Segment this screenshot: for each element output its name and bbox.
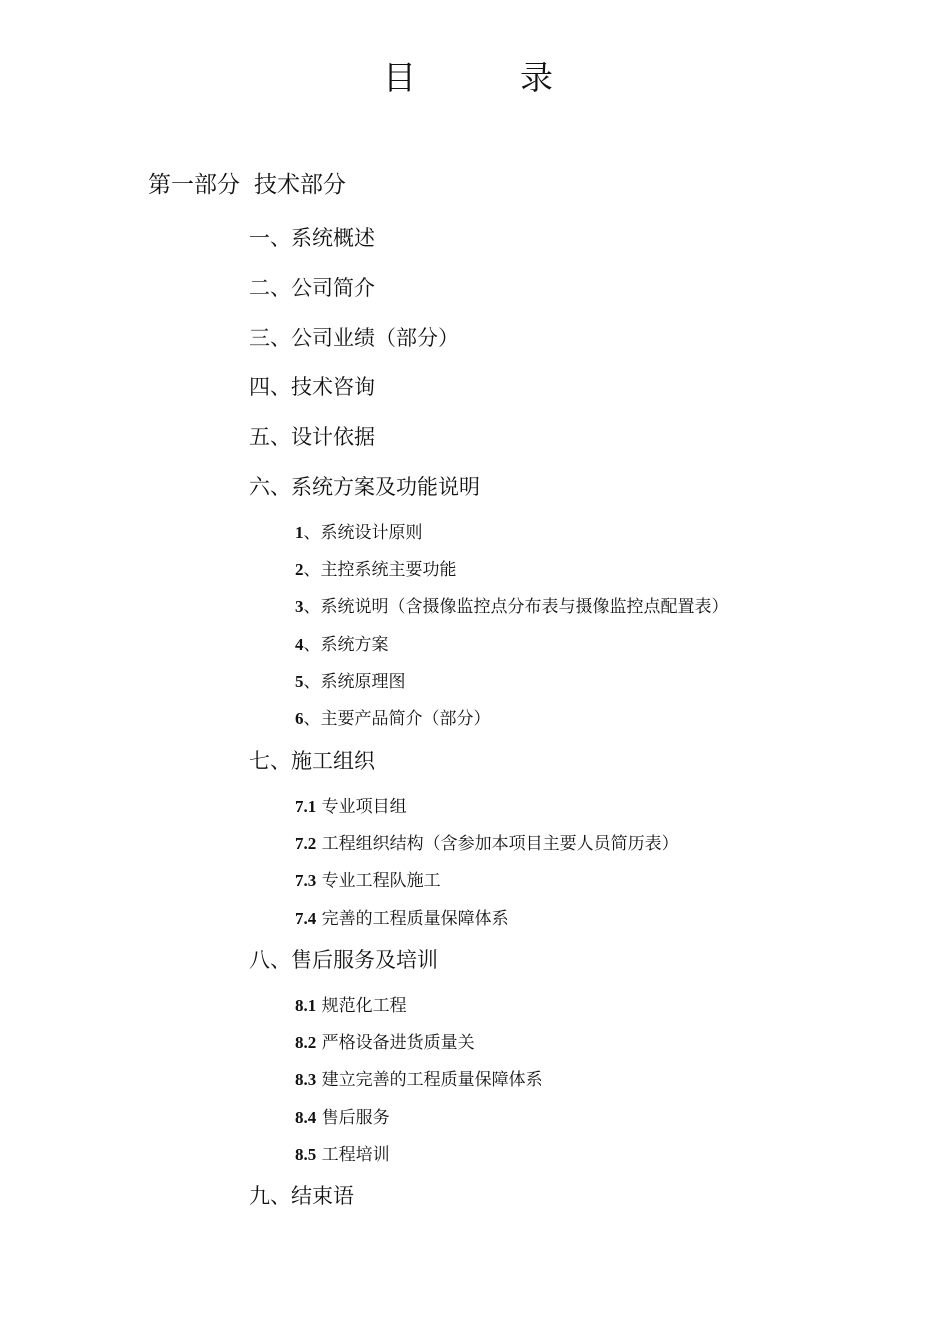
- subsection-number: 4: [295, 635, 304, 654]
- subsection-title: 工程组织结构（含参加本项目主要人员简历表）: [321, 834, 679, 854]
- subsection-title: 严格设备进货质量关: [321, 1033, 475, 1053]
- title-char-2: 录: [520, 58, 553, 97]
- subsection-title: 完善的工程质量保障体系: [321, 909, 509, 929]
- subsection-title: 建立完善的工程质量保障体系: [321, 1070, 543, 1090]
- subsection-title: 工程培训: [321, 1145, 390, 1165]
- toc-section-6: 六、系统方案及功能说明: [249, 475, 480, 499]
- subsection-number: 6: [295, 709, 304, 728]
- subsection-number: 8.1: [295, 996, 317, 1015]
- subsection-title: 、系统说明（含摄像监控点分布表与摄像监控点配置表）: [303, 597, 729, 617]
- subsection-number: 7.4: [295, 909, 317, 928]
- toc-section-3: 三、公司业绩（部分）: [249, 326, 459, 350]
- toc-section-5: 五、设计依据: [249, 425, 375, 449]
- subsection-number: 2: [295, 560, 304, 579]
- subsection-number: 3: [295, 597, 304, 616]
- toc-subsection-6-3: [295, 595, 729, 619]
- subsection-title: 、系统方案: [303, 635, 389, 655]
- toc-subsection-8-4: [295, 1106, 390, 1130]
- toc-subsection-8-5: [295, 1143, 390, 1167]
- toc-subsection-7-1: [295, 795, 407, 819]
- subsection-number: 7.1: [295, 797, 317, 816]
- subsection-number: 8.4: [295, 1108, 317, 1127]
- subsection-title: 专业项目组: [321, 797, 407, 817]
- toc-section-4: 四、技术咨询: [249, 375, 375, 399]
- toc-subsection-6-2: [295, 558, 457, 582]
- toc-subsection-6-4: [295, 633, 389, 657]
- subsection-title: 、主要产品简介（部分）: [303, 709, 491, 729]
- subsection-number: 7.2: [295, 834, 317, 853]
- toc-subsection-6-1: [295, 521, 423, 545]
- toc-subsection-6-5: [295, 670, 406, 694]
- toc-section-8: 八、售后服务及培训: [249, 948, 438, 972]
- part-name: 技术部分: [254, 172, 346, 198]
- toc-subsection-6-6: [295, 707, 491, 731]
- subsection-title: 、系统原理图: [303, 672, 406, 692]
- toc-section-9: 九、结束语: [249, 1184, 354, 1208]
- subsection-number: 8.5: [295, 1145, 317, 1164]
- toc-subsection-7-2: [295, 832, 679, 856]
- toc-subsection-7-4: [295, 907, 509, 931]
- toc-subsection-7-3: [295, 869, 441, 893]
- toc-section-7: 七、施工组织: [249, 749, 375, 773]
- toc-subsection-8-3: [295, 1068, 543, 1092]
- subsection-title: 售后服务: [321, 1108, 390, 1128]
- toc-subsection-8-1: [295, 994, 407, 1018]
- subsection-number: 8.2: [295, 1033, 317, 1052]
- subsection-number: 7.3: [295, 871, 317, 890]
- toc-subsection-8-2: [295, 1031, 475, 1055]
- part-prefix: 第一部分: [148, 172, 240, 198]
- subsection-title: 规范化工程: [321, 996, 407, 1016]
- toc-section-1: 一、系统概述: [249, 226, 375, 250]
- subsection-number: 5: [295, 672, 304, 691]
- toc-section-2: 二、公司简介: [249, 276, 375, 300]
- subsection-title: 、主控系统主要功能: [303, 560, 457, 580]
- title-char-1: 目: [383, 58, 416, 97]
- subsection-number: 8.3: [295, 1070, 317, 1089]
- subsection-number: 1: [295, 523, 304, 542]
- subsection-title: 、系统设计原则: [303, 523, 423, 543]
- subsection-title: 专业工程队施工: [321, 871, 441, 891]
